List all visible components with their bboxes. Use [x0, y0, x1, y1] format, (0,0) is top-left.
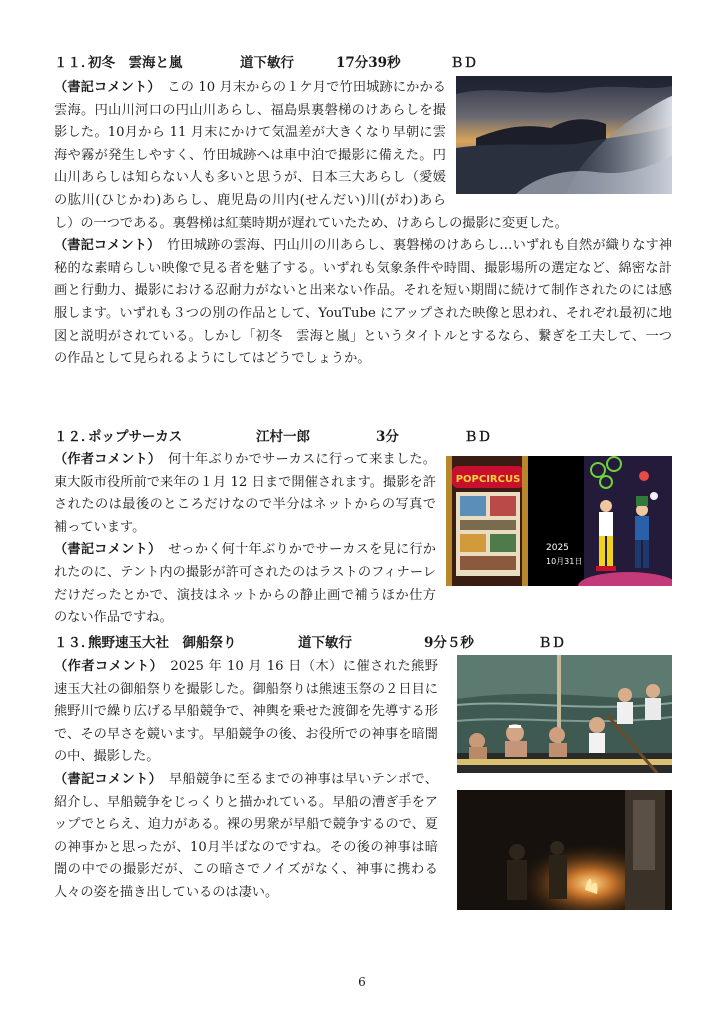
section-11-duration: 17分39秒: [336, 55, 401, 71]
section-13-format: ＢＤ: [538, 635, 565, 651]
comment-label: （作者コメント）: [54, 452, 155, 467]
section-11-heading: [54, 52, 674, 74]
comment-label: （作者コメント）: [54, 659, 157, 674]
circus-photo: [446, 456, 672, 586]
section-12-number: １２．: [54, 429, 95, 445]
section-11-author: 道下敏行: [240, 55, 294, 71]
comment-text: 何十年ぶりかでサーカスに行って来ました。東大阪市役所前で来年の１月 12 日まで開催されます。撮影を許されたのは最後のところだけなので半分はネットからの写真で補っています。: [54, 452, 436, 535]
section-12-body: [54, 449, 436, 630]
section-12-duration: 3分: [376, 429, 399, 445]
boat-race-photo: [457, 655, 672, 773]
section-13-heading: [54, 632, 674, 654]
section-13-number: １３．: [54, 635, 95, 651]
section-11-format: ＢＤ: [450, 55, 477, 71]
section-12-comment-2: [54, 539, 436, 629]
comment-text: 竹田城跡の雲海、円山川の川あらし、裏磐梯のけあらし…いずれも自然が織りなす神秘的な素晴らしい映像で見る者を魅了する。いずれも気象条件や時間、撮影場所の選定など、綿密な計画と行動力、撮影における忍耐力がないと出来ない作品。それを短い期間に続けて制作されたのには感服します。いずれも３つの別の作品として、YouTube にアップされた映像と思われ、それぞれ最初に地図と説明がされている。しかし「初冬 雲海と嵐」というタイトルとするなら、繋ぎを工夫して、一つの作品として見られるようにしてはどうでしょうか。: [54, 238, 672, 367]
comment-text: 2025 年 10 月 16 日（木）に催された熊野速玉大社の御船祭りを撮影した。御船祭りは熊速玉祭の２日目に熊野川で繰り広げる早船競争で、神輿を乗せた渡御を先導する形で、その早さを競います。早船競争の後、お役所での神事を暗闇の中、撮影した。: [54, 659, 438, 765]
sea-of-clouds-photo: [456, 76, 672, 194]
section-11-title: 初冬 雲海と嵐: [88, 55, 183, 71]
section-12-author: 江村一郎: [256, 429, 310, 445]
comment-text: この 10 月末からの１ケ月で竹田城跡にかかる雲海。円山川河口の円山川あらし、福島県裏磐梯のけあらしを撮影した。10月から 11 月末にかけて気温差が大きくなり早朝に雲海や霧が発生しやすく、竹田城跡へは車中泊で撮影に備えた。円山川あらしは知らない人も多いと思うが、日本三大あらし（愛媛の肱川(ひじかわ)あらし、鹿児島の川内(せんだい)川(がわ)あらし）の一つである。裏磐梯は紅葉時期が遅れていたため、けあらしの撮影に変更した。: [54, 80, 568, 231]
comment-label: （書記コメント）: [54, 238, 154, 254]
circus-photo-date: 10月31日: [546, 557, 583, 566]
circus-sign-text: POPCIRCUS: [455, 474, 521, 485]
section-12-heading: [54, 426, 674, 448]
comment-text: 早船競争に至るまでの神事は早いテンポで、紹介し、早船競争をじっくりと描かれている。早船の漕ぎ手をアップでとらえ、迫力がある。裸の男衆が早船で競争するので、夏の神事かと思ったが、10月半ばなのですね。その後の神事は暗闇の中での撮影だが、この暗さでノイズがなく、神事に携わる人々の姿を描き出しているのは凄い。: [54, 771, 438, 900]
section-11-comment-2: [54, 235, 672, 371]
comment-label: （書記コメント）: [54, 771, 156, 787]
section-12-title: ポップサーカス: [88, 429, 183, 445]
section-12-comment-1: [54, 449, 436, 539]
circus-photo-year: 2025: [546, 543, 569, 553]
page-number: 6: [358, 975, 366, 989]
comment-text: せっかく何十年ぶりかでサーカスを見に行かれたのに、テント内の撮影が許可されたのはラストのフィナーレだけだったとかで、演技はネットからの静止画で補うほか仕方のない作品ですね。: [54, 542, 436, 626]
night-ritual-photo: [457, 790, 672, 910]
section-13-duration: 9分５秒: [424, 635, 474, 651]
section-13-comment-2: [54, 769, 438, 905]
section-12-format: ＢＤ: [464, 429, 491, 445]
section-13-title: 熊野速玉大社 御船祭り: [88, 635, 237, 651]
section-13-author: 道下敏行: [298, 635, 352, 651]
section-13-body: [54, 656, 438, 905]
section-13-comment-1: [54, 656, 438, 769]
comment-label: （書記コメント）: [54, 542, 155, 558]
section-11-number: １１．: [54, 55, 95, 71]
comment-label: （書記コメント）: [54, 80, 155, 95]
